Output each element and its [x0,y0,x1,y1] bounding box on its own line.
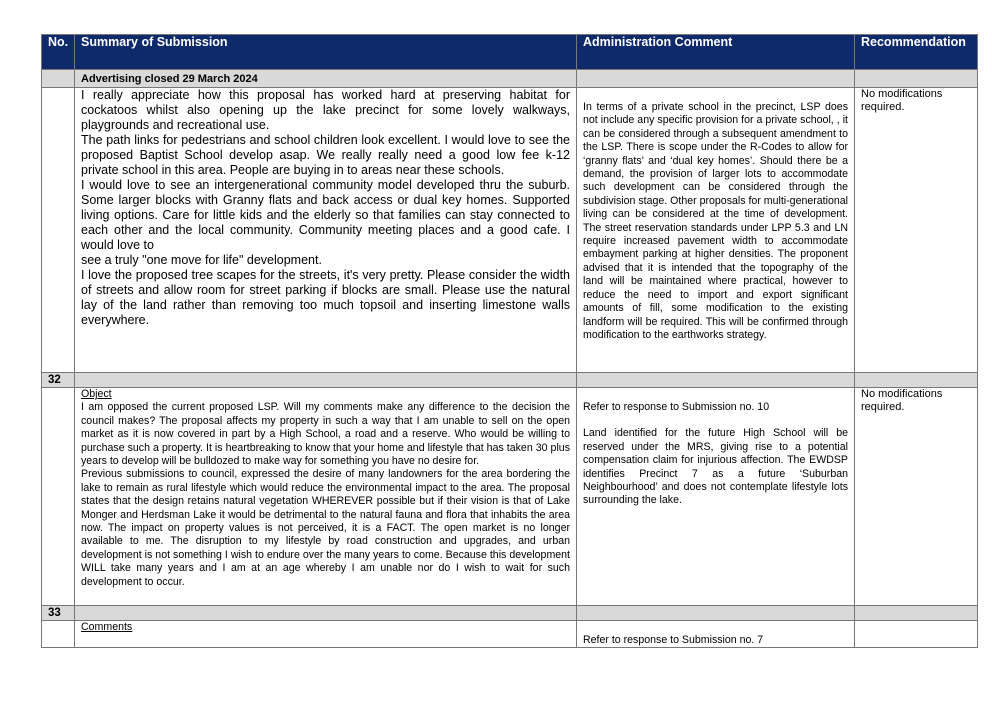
summary-paragraph: I love the proposed tree scapes for the streets, it's very pretty. Please consider the width of streets and allow room for street parking if blocks are small. Please use the natural lay of the land rather than removing too much topsoil and inserting limestone walls everywhere. [81,268,570,327]
admin-comment: Land identified for the future High School will be reserved under the MRS, giving rise to a potential compensation claim for injurious affection. The EWDSP identifies Precinct 7 as a future ‘Suburban Neighbourhood’ and does not contemplate lifestyle lots surrounding the lake. [583,427,848,507]
blank-cell [42,621,75,648]
recommendation-cell [855,621,978,648]
summary-paragraph: Previous submissions to council, expressed the desire of many landowners for the area bordering the lake to remain as rural lifestyle which would reduce the environmental impact to the area. The proposal states that the design retains natural vegetation WHEREVER possible but if their vision is that of Lake Monger and Herdsman Lake it would be detrimental to the natural fauna and flora that inhabits the area now. The impact on property values is not perceived, it is a FACT. The open market is no longer available to me. The disruption to my lifestyle by road construction and upgrades, and urban development is not something I wish to endure over the many years to come. Because this development WILL take many years and I am at an age whereby I am unable nor do I wish to wait for such development to occur. [81,468,570,588]
admin-refer: Refer to response to Submission no. 10 [583,401,770,413]
blank-cell [75,373,577,388]
submission-number: 32 [42,373,75,388]
header-summary: Summary of Submission [75,35,577,70]
header-admin-comment: Administration Comment [577,35,855,70]
section-blank-cell [577,70,855,88]
table-row [42,388,978,606]
section-blank-cell [42,70,75,88]
submission-number: 33 [42,606,75,621]
summary-cell [75,388,577,606]
summary-paragraph: see a truly "one move for life" development. [81,253,322,267]
submission-number [42,88,75,373]
section-blank-cell [855,70,978,88]
blank-cell [855,373,978,388]
header-row [42,35,978,70]
recommendation-cell: No modifications required. [855,88,978,373]
admin-comment-cell [577,88,855,373]
blank-cell [577,373,855,388]
blank-cell [75,606,577,621]
summary-paragraph: I am opposed the current proposed LSP. Will my comments make any difference to the decision the council makes? The proposal affects my property in such a way that I am unable to sell on the open market as it is now covered in part by a High School, a road and a reserve. Who would be willing to purchase such a property. It is heartbreaking to know that your home and lifestyle that has taken 30 plus years to develop will be bulldozed to make way for something you have no desire for. [81,401,570,468]
submission-number-row [42,373,978,388]
table-row [42,88,978,373]
summary-cell [75,621,577,648]
summary-heading: Object [81,388,112,400]
summary-heading: Comments [81,621,133,633]
admin-comment-cell [577,388,855,606]
submissions-table [41,34,978,648]
section-row [42,70,978,88]
header-recommendation: Recommendation [855,35,978,70]
recommendation-cell: No modifications required. [855,388,978,606]
summary-paragraph: I really appreciate how this proposal has worked hard at preserving habitat for cockatoos whilst also opening up the lake precinct for some lovely walkways, playgrounds and recreational use. [81,88,570,132]
admin-refer: Refer to response to Submission no. 7 [583,634,764,646]
admin-comment-cell [577,621,855,648]
submission-number-row [42,606,978,621]
admin-comment: In terms of a private school in the precinct, LSP does not include any specific provision for a private school, , it can be considered through a subsequent amendment to the LSP. There is scope under the R-Codes to allow for ‘granny flats’ and ‘dual key homes’. Should there be a demand, the provision of larger lots to accommodate such development can be considered through the subdivision stage. Other proposals for multi-generational living can be considered at the time of development. The street reservation standards under LPP 5.3 and LN require increased pavement width to accommodate embayment parking at higher densities. The proponent advised that it is intended that the topography of the land will be maintained where practical, however to reduce the need to import and export significant amounts of fill, some modification to the existing landform will be required. This will be confirmed through modification to the earthworks strategy. [583,101,848,341]
blank-cell [42,388,75,606]
header-no: No. [42,35,75,70]
table-row [42,621,978,648]
blank-cell [577,606,855,621]
summary-paragraph: I would love to see an intergenerational community model developed thru the suburb. Some larger blocks with Granny flats and back access or dual key homes. Supported living options. Care for little kids and the elderly so that families can stay connected to each other and the local community. Community meeting places and a good cafe. I would love to [81,178,570,252]
blank-cell [855,606,978,621]
summary-paragraph: The path links for pedestrians and school children look excellent. I would love to see the proposed Baptist School develop asap. We really really need a good low fee k-12 private school in this area. People are buying in to areas near these schools. [81,133,570,177]
summary-cell [75,88,577,373]
section-label: Advertising closed 29 March 2024 [75,70,577,88]
